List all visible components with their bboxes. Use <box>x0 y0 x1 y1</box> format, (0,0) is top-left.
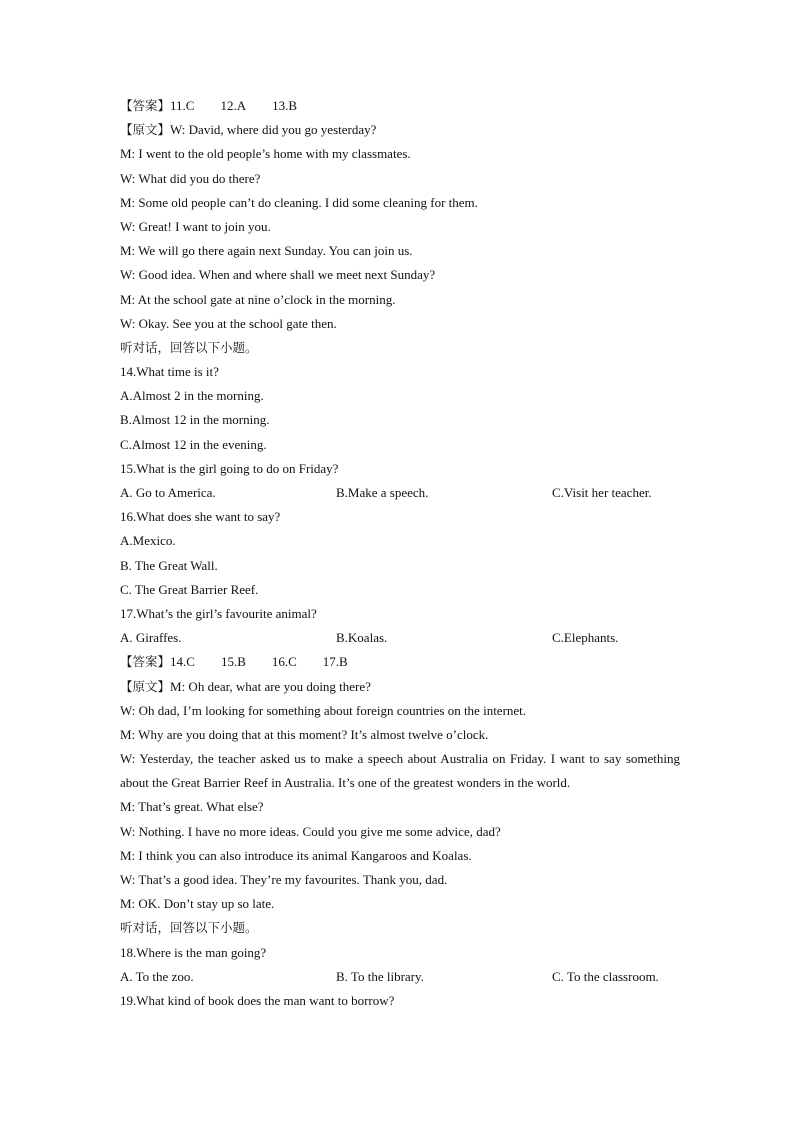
transcript-line: W: Good idea. When and where shall we meet next Sunday? <box>120 267 436 283</box>
option-18-b: B. To the library. <box>336 968 424 984</box>
option-16-c: C. The Great Barrier Reef. <box>120 581 259 597</box>
transcript-tag: 【原文】 <box>120 122 171 138</box>
transcript-line: M: Oh dear, what are you doing there? <box>170 678 371 694</box>
question-19: 19.What kind of book does the man want to borrow? <box>120 992 395 1008</box>
transcript-line: W: David, where did you go yesterday? <box>170 122 377 138</box>
answer-item: 12.A <box>220 98 247 113</box>
option-14-a: A.Almost 2 in the morning. <box>120 388 264 404</box>
transcript-paragraph: W: Yesterday, the teacher asked us to make a speech about Australia on Friday. I want to say something about the Great Barrier Reef in Australia. It’s one of the greatest wonders in the world. <box>120 751 680 791</box>
transcript-line: M: We will go there again next Sunday. You can join us. <box>120 243 413 259</box>
transcript-line: W: Okay. See you at the school gate then. <box>120 315 337 331</box>
answer-item: 17.B <box>322 654 348 670</box>
transcript-line: M: That’s great. What else? <box>120 799 264 815</box>
options-17 <box>120 626 680 650</box>
transcript-line: W: Great! I want to join you. <box>120 218 271 234</box>
option-17-c: C.Elephants. <box>552 630 619 646</box>
options-18 <box>120 965 680 989</box>
transcript-line: W: Oh dad, I’m looking for something about foreign countries on the internet. <box>120 702 527 718</box>
transcript-line: M: I think you can also introduce its animal Kangaroos and Koalas. <box>120 847 472 863</box>
option-15-a: A. Go to America. <box>120 485 216 500</box>
transcript-line: M: Some old people can’t do cleaning. I did some cleaning for them. <box>120 194 478 210</box>
option-17-a: A. Giraffes. <box>120 630 182 646</box>
question-18: 18.Where is the man going? <box>120 944 267 960</box>
transcript-line: M: OK. Don’t stay up so late. <box>120 896 275 912</box>
instruction: 听对话，回答以下小题。 <box>120 920 258 936</box>
transcript-tag: 【原文】 <box>120 678 171 694</box>
answer-item: 16.C <box>271 654 297 670</box>
option-16-b: B. The Great Wall. <box>120 557 218 573</box>
answer-item: 15.B <box>220 654 246 670</box>
answer-item: 11.C <box>170 98 195 113</box>
question-17: 17.What’s the girl’s favourite animal? <box>120 605 317 621</box>
option-17-b: B.Koalas. <box>336 630 388 646</box>
answer-tag: 【答案】 <box>120 654 171 670</box>
answer-tag: 【答案】 <box>120 98 171 113</box>
transcript-line: W: What did you do there? <box>120 170 261 186</box>
option-18-c: C. To the classroom. <box>552 968 659 984</box>
transcript-line: W: That’s a good idea. They’re my favourites. Thank you, dad. <box>120 872 448 888</box>
transcript-first-line <box>120 118 680 142</box>
answer-line-14-17 <box>120 650 680 674</box>
options-15 <box>120 481 680 505</box>
option-15-c: C.Visit her teacher. <box>552 485 652 500</box>
transcript-first-line <box>120 675 680 699</box>
transcript-line: M: At the school gate at nine o’clock in the morning. <box>120 291 396 307</box>
transcript-line: W: Nothing. I have no more ideas. Could you give me some advice, dad? <box>120 823 501 839</box>
transcript-line: M: Why are you doing that at this moment? It’s almost twelve o’clock. <box>120 726 489 742</box>
question-16: 16.What does she want to say? <box>120 509 281 525</box>
transcript-line: M: I went to the old people’s home with my classmates. <box>120 146 411 162</box>
option-14-c: C.Almost 12 in the evening. <box>120 436 267 452</box>
option-16-a: A.Mexico. <box>120 533 176 549</box>
option-15-b: B.Make a speech. <box>336 485 429 500</box>
option-18-a: A. To the zoo. <box>120 968 194 984</box>
answer-line-11-13 <box>120 94 680 118</box>
question-14: 14.What time is it? <box>120 364 219 380</box>
option-14-b: B.Almost 12 in the morning. <box>120 412 270 428</box>
instruction: 听对话，回答以下小题。 <box>120 339 258 355</box>
document-page <box>120 94 680 1013</box>
answer-item: 13.B <box>272 98 298 113</box>
answer-item: 14.C <box>170 654 195 670</box>
question-15: 15.What is the girl going to do on Friday? <box>120 460 339 476</box>
